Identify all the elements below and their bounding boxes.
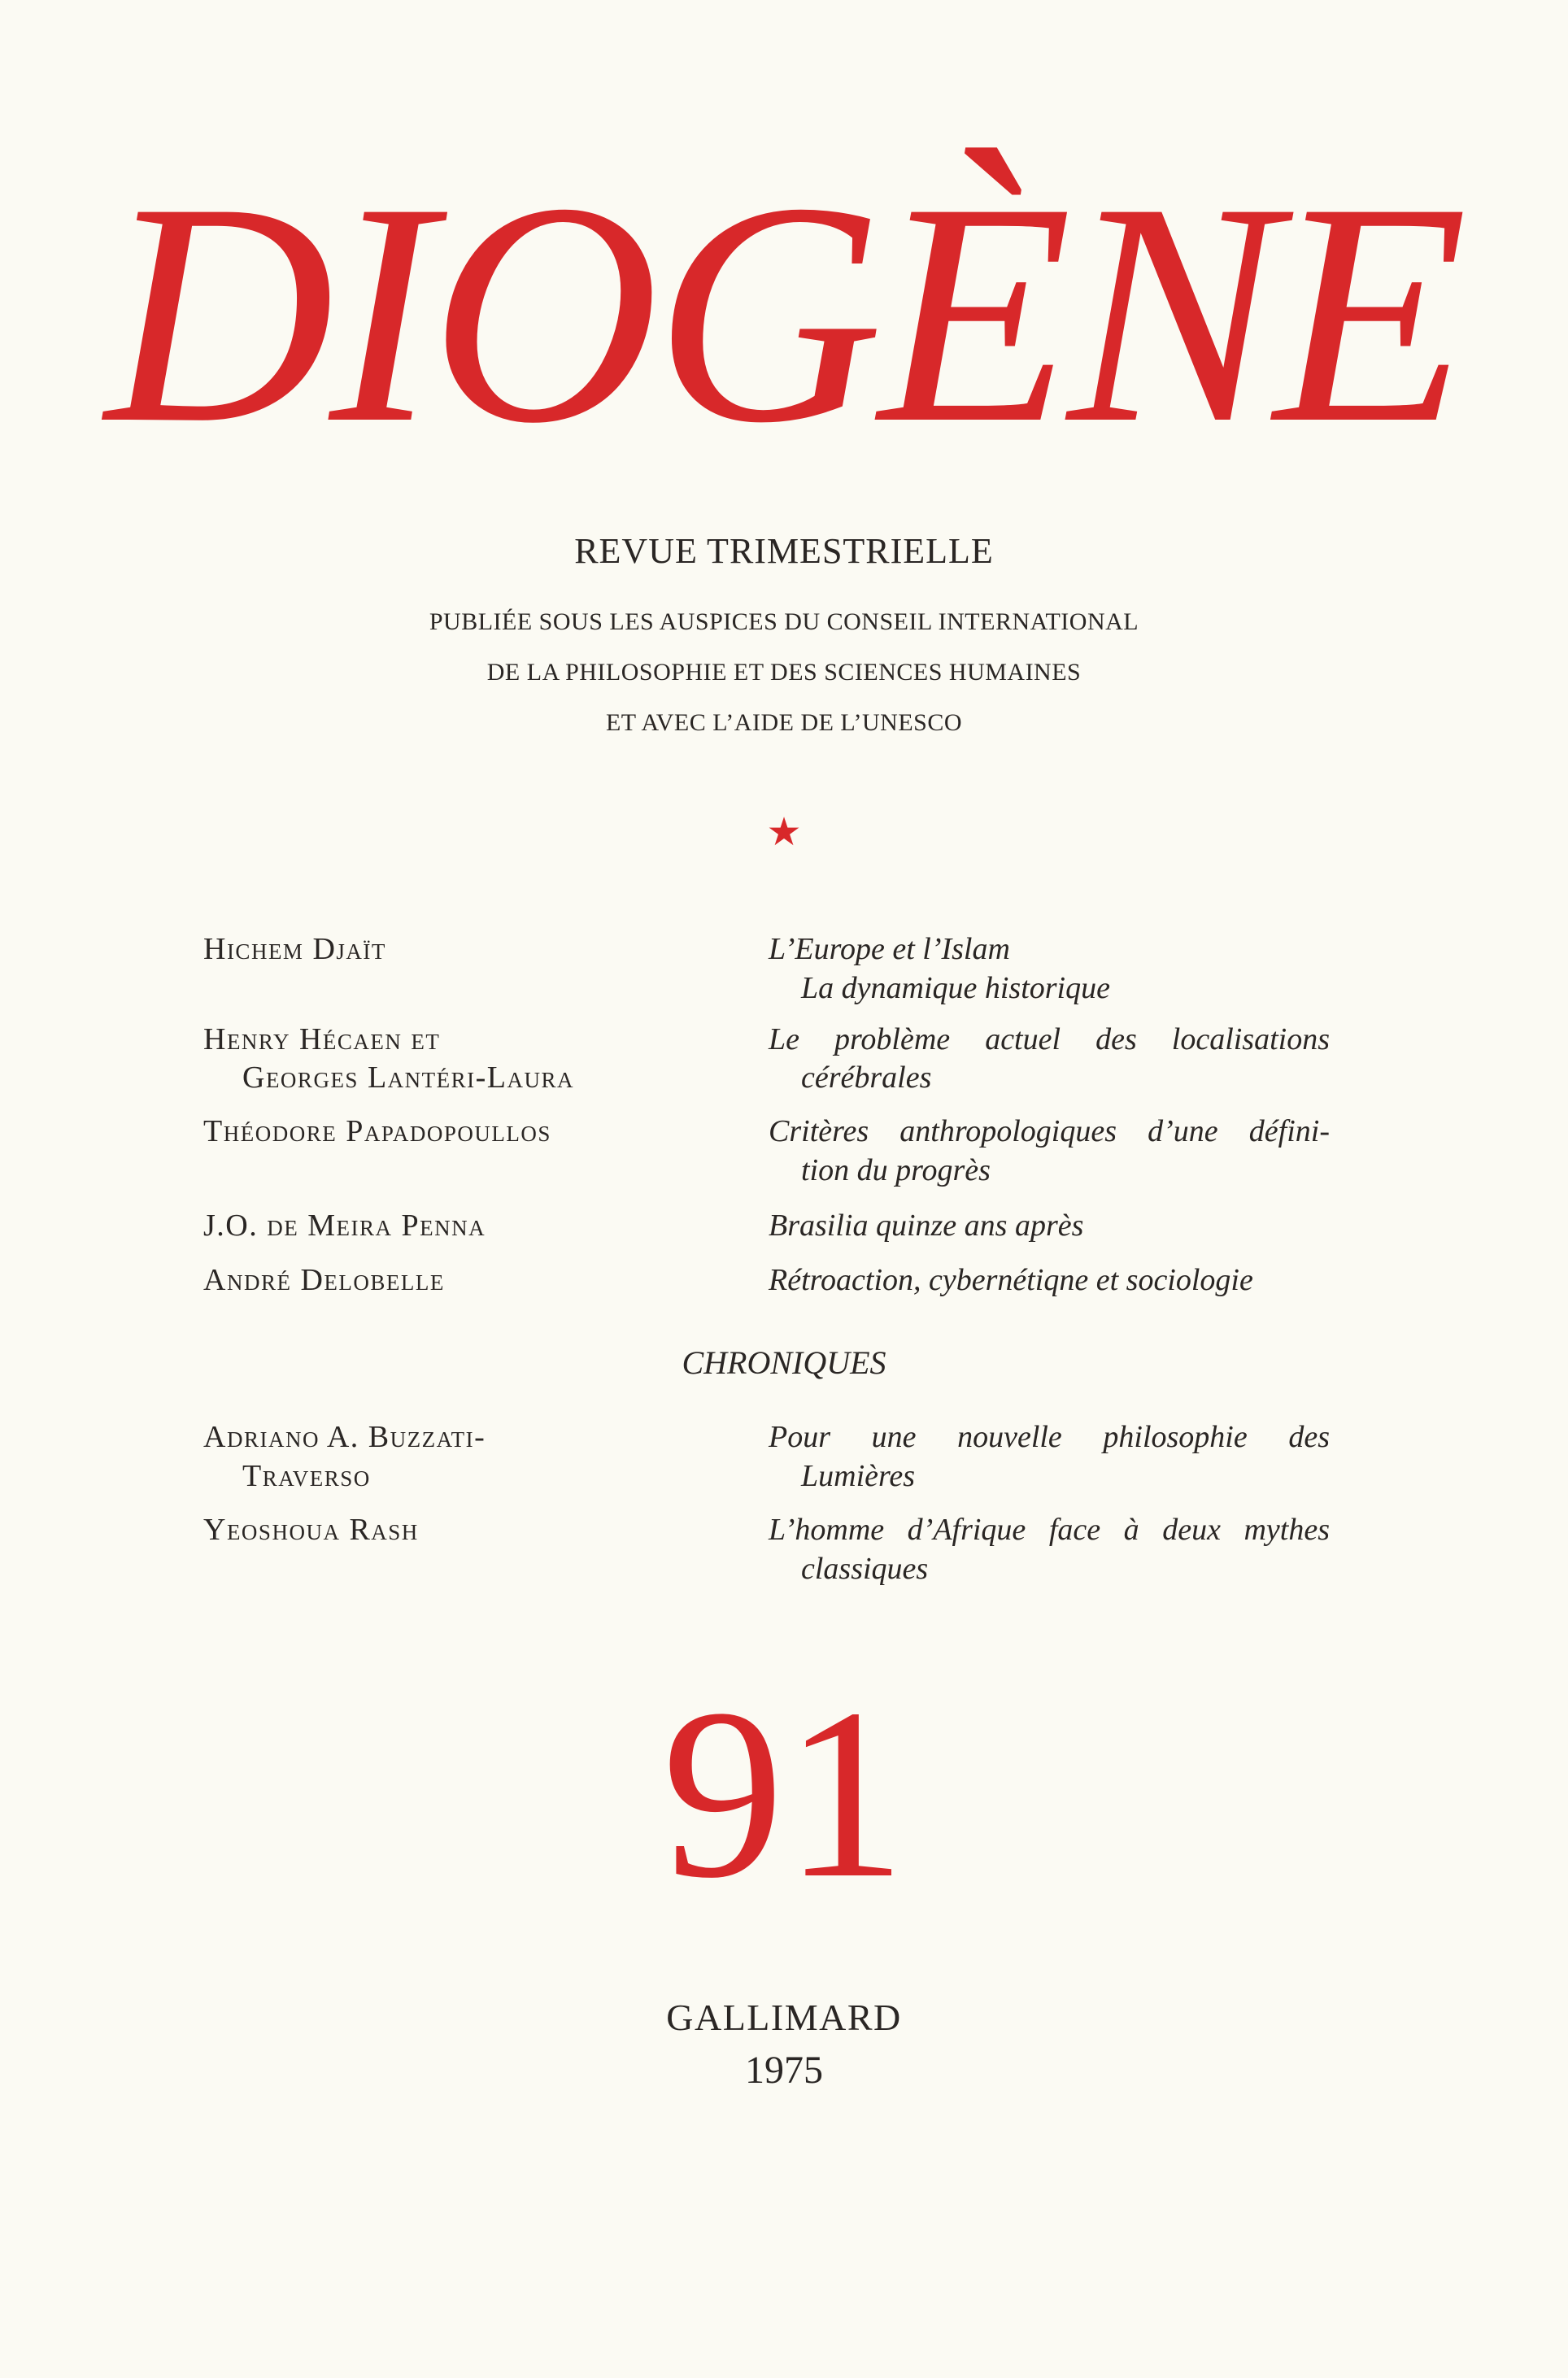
contents-title: L’Europe et l’Islam — [769, 932, 1010, 966]
publisher-name: GALLIMARD — [666, 1997, 902, 2038]
publication-year: 1975 — [745, 2049, 823, 2092]
contents-title: Rétroaction, cybernétiqne et sociologie — [769, 1263, 1253, 1297]
chronique-author: Yeoshoua Rash — [203, 1513, 419, 1547]
contents-author-cont: Georges Lantéri-Laura — [242, 1061, 575, 1095]
contents-title: Brasilia quinze ans après — [769, 1209, 1084, 1243]
section-heading-chroniques: CHRONIQUES — [682, 1344, 886, 1381]
journal-subtitle: REVUE TRIMESTRIELLE — [574, 531, 994, 571]
contents-title: Le problème actuel des localisations — [769, 1022, 1330, 1056]
chronique-title-cont: Lumières — [801, 1459, 916, 1493]
sponsor-line-3: ET AVEC L’AIDE DE L’UNESCO — [605, 709, 963, 736]
sponsor-line-1: PUBLIÉE SOUS LES AUSPICES DU CONSEIL INTERNATIONAL — [429, 608, 1139, 635]
issue-number: 91 — [662, 1658, 906, 1928]
contents-title: Critères anthropologiques d’une défini- — [769, 1114, 1330, 1148]
star-ornament-icon: ★ — [766, 811, 802, 854]
contents-author: Henry Hécaen et — [203, 1022, 441, 1056]
contents-title-cont: La dynamique historique — [801, 971, 1110, 1005]
sponsor-line-2: DE LA PHILOSOPHIE ET DES SCIENCES HUMAINES — [486, 659, 1082, 686]
contents-title-cont: cérébrales — [801, 1061, 932, 1095]
chronique-title: Pour une nouvelle philosophie des — [769, 1420, 1330, 1454]
contents-author: André Delobelle — [203, 1263, 445, 1297]
chronique-author: Adriano A. Buzzati- — [203, 1420, 486, 1454]
contents-author: J.O. de Meira Penna — [203, 1209, 486, 1243]
journal-title: DIOGÈNE — [105, 137, 1463, 489]
contents-title-cont: tion du progrès — [801, 1153, 991, 1187]
contents-author: Hichem Djaït — [203, 932, 386, 966]
chronique-author-cont: Traverso — [242, 1459, 371, 1493]
contents-author: Théodore Papadopoullos — [203, 1114, 551, 1148]
chronique-title-cont: classiques — [801, 1552, 929, 1586]
chronique-title: L’homme d’Afrique face à deux mythes — [769, 1513, 1330, 1547]
